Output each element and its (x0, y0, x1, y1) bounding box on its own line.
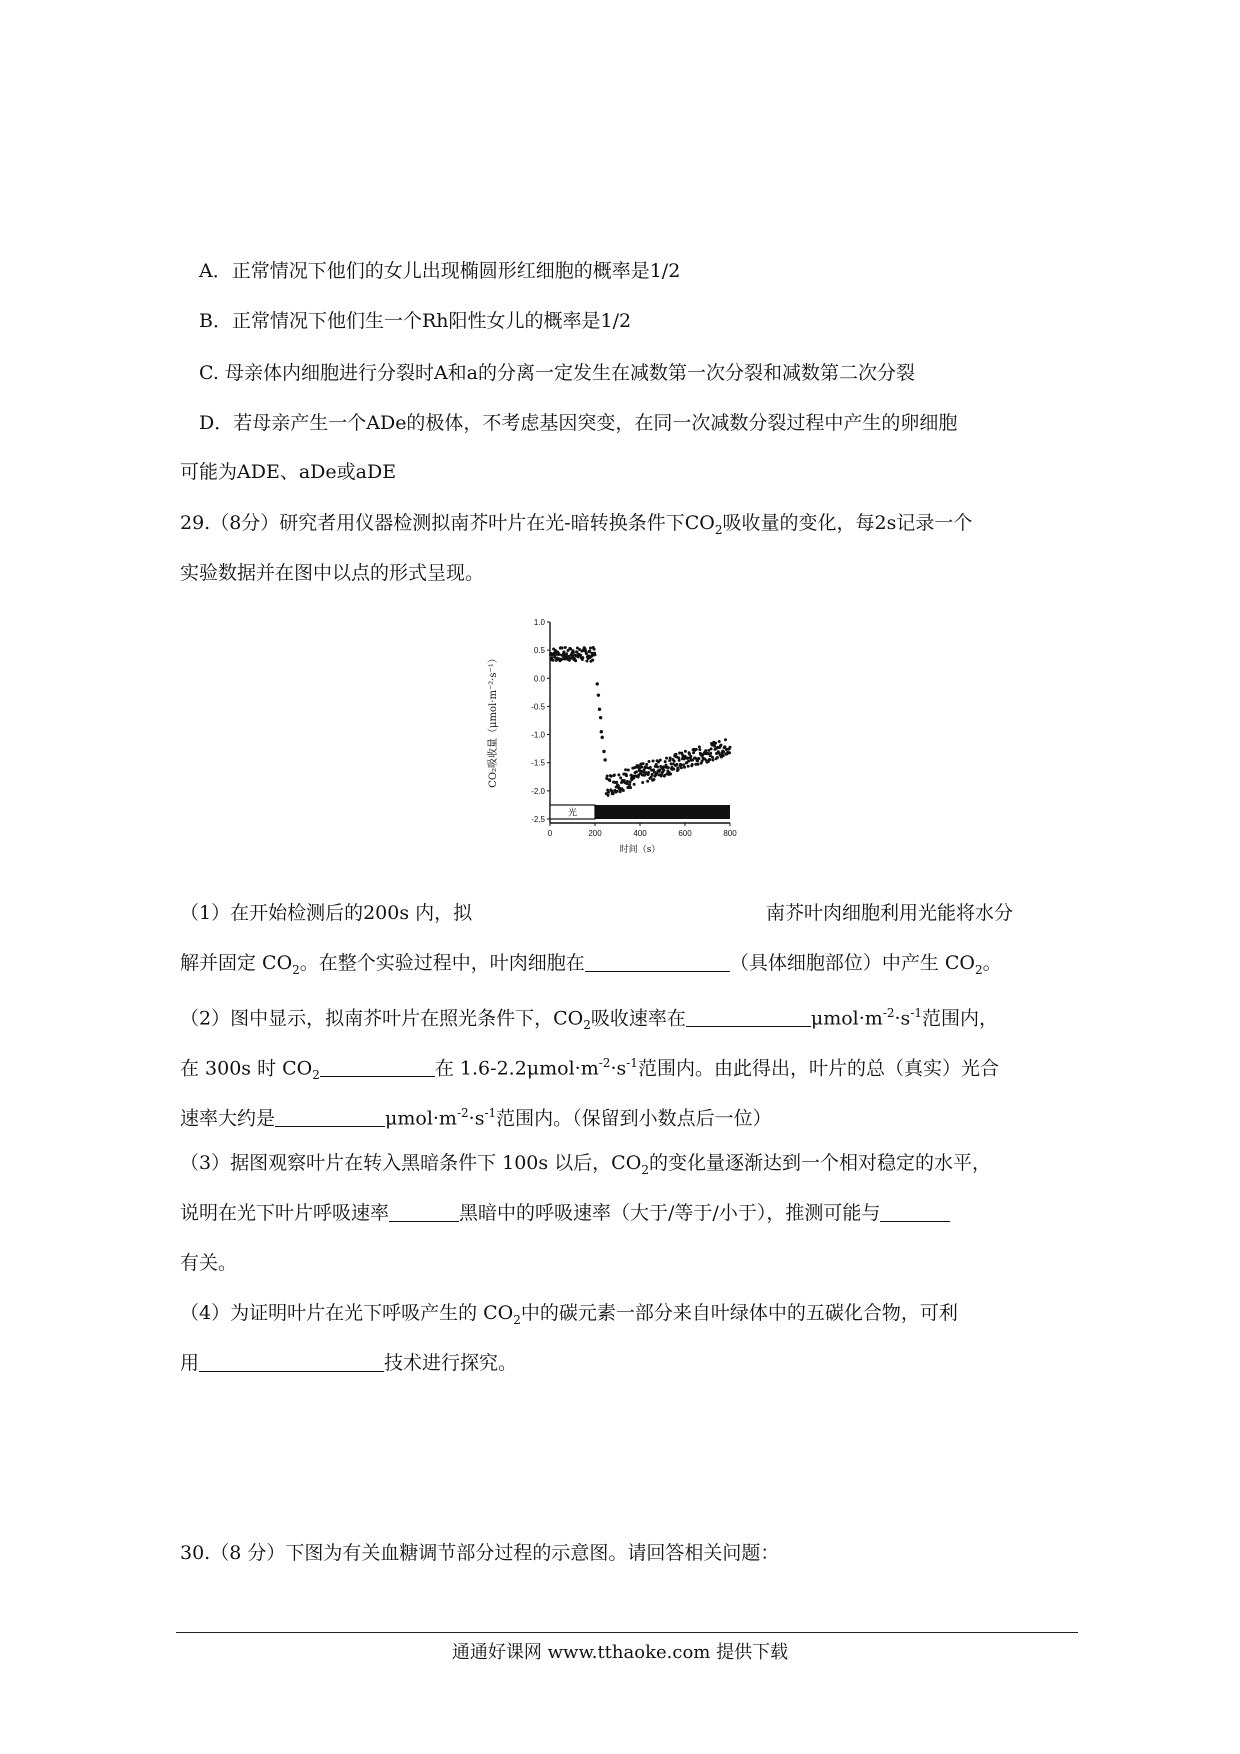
data-point (714, 742, 717, 745)
data-point (591, 659, 594, 662)
q29-part3-line2: 说明在光下叶片呼吸速率 黑暗中的呼吸速率（大于/等于/小于），推测可能与 (180, 1200, 950, 1226)
option-b: B．正常情况下他们生一个Rh阳性女儿的概率是1/2 (199, 310, 632, 332)
data-point (640, 766, 643, 769)
data-point (597, 693, 600, 696)
data-point (585, 660, 588, 663)
data-point (608, 779, 611, 782)
data-point (709, 752, 712, 755)
q30-stem: 30.（8 分）下图为有关血糖调节部分过程的示意图。请回答相关问题： (180, 1542, 780, 1564)
data-point (574, 659, 577, 662)
data-point (691, 763, 694, 766)
data-point (652, 778, 655, 781)
data-point (607, 791, 610, 794)
y-tick-label: -0.5 (531, 702, 545, 712)
q29-part1-line1: （1）在开始检测后的200s 内，拟 (180, 902, 473, 924)
y-tick-label: 0.0 (533, 674, 545, 684)
x-tick-label: 0 (547, 829, 553, 838)
data-point (677, 768, 680, 771)
data-point (668, 759, 671, 762)
y-tick-label: -1.0 (531, 730, 545, 740)
data-point (662, 769, 665, 772)
answer-blank-7[interactable] (199, 1351, 384, 1372)
data-point (589, 646, 592, 649)
data-point (687, 760, 690, 763)
data-point (718, 740, 721, 743)
data-point (665, 757, 668, 760)
data-point (664, 760, 667, 763)
data-point (669, 757, 672, 760)
data-point (652, 759, 655, 762)
data-point (581, 656, 584, 659)
data-point (722, 751, 725, 754)
data-point (641, 781, 644, 784)
data-point (659, 759, 662, 762)
y-tick-label: 0.5 (533, 646, 545, 656)
option-d-line1: D．若母亲产生一个ADe的极体，不考虑基因突变，在同一次减数分裂过程中产生的卵细胞 (199, 412, 958, 434)
data-point (649, 766, 652, 769)
data-point (596, 682, 599, 685)
data-point (594, 653, 597, 656)
q29-part4-line2: 用 技术进行探究。 (180, 1352, 518, 1374)
q29-part2-line3: 速率大约是 $\mu mol\cdot m^{-2}\cdot s^{-1}$范围内。（保留到小数点后一位） (180, 1106, 772, 1130)
data-point (603, 758, 606, 761)
data-point (619, 776, 622, 779)
data-point (602, 750, 605, 753)
data-point (675, 753, 678, 756)
data-point (646, 780, 649, 783)
q29-stem-line1: 29.（8分）研究者用仪器检测拟南芥叶片在光-暗转换条件下$CO_2$吸收量的变化，每2s记录一个 (180, 512, 973, 537)
data-point (633, 783, 636, 786)
data-point (562, 650, 565, 653)
data-point (720, 744, 723, 747)
dark-period-bar (595, 805, 730, 819)
x-axis-label: 时间（s） (619, 845, 661, 855)
data-point (722, 754, 725, 757)
y-tick-label: -2.5 (531, 815, 545, 824)
data-point (697, 757, 700, 760)
data-point (728, 751, 731, 754)
data-point (564, 646, 567, 649)
data-point (598, 708, 601, 711)
data-point (607, 794, 610, 797)
x-tick-label: 200 (588, 829, 602, 838)
data-point (642, 762, 645, 765)
data-point (616, 790, 619, 793)
data-point (613, 774, 616, 777)
footer-rule (176, 1632, 1078, 1633)
q29-part2-line2: 在 300s 时 $CO_2$ 在 $1.6-2.2\mu mol\cdot m^{-2}\cdot s^{-1}$范围内。由此得出，叶片的总（真实）光合 (180, 1056, 999, 1083)
data-point (680, 766, 683, 769)
answer-blank-6[interactable] (880, 1201, 950, 1222)
data-point (673, 760, 676, 763)
data-point (647, 771, 650, 774)
data-point (698, 745, 701, 748)
footer-text: 通通好课网 www.tthaoke.com 提供下载 (451, 1642, 789, 1663)
data-point (687, 765, 690, 768)
data-point (624, 768, 627, 771)
data-point (601, 736, 604, 739)
x-tick-label: 400 (633, 829, 647, 838)
data-point (622, 789, 625, 792)
data-point (585, 652, 588, 655)
data-point (625, 774, 628, 777)
data-point (716, 756, 719, 759)
data-point (572, 651, 575, 654)
data-point (588, 650, 591, 653)
data-point (704, 749, 707, 752)
x-tick-label: 800 (723, 829, 737, 838)
data-point (724, 745, 727, 748)
data-point (558, 653, 561, 656)
answer-blank-3[interactable] (320, 1056, 435, 1077)
q29-part2-line1: （2）图中显示，拟南芥叶片在照光条件下，$CO_2$吸收速率在 $\mu mol\cdot m^{-2}\cdot s^{-1}$范围内， (180, 1006, 999, 1033)
data-point (565, 652, 568, 655)
data-point (617, 773, 620, 776)
q29-part1-line2: 解并固定 $CO_2$。在整个实验过程中，叶肉细胞在 （具体细胞部位）中产生 $CO_2$。 (180, 952, 1002, 977)
data-point (711, 759, 714, 762)
y-tick-label: -1.5 (531, 758, 545, 768)
option-c: C. 母亲体内细胞进行分裂时A和a的分离一定发生在减数第一次分裂和减数第二次分裂 (199, 362, 915, 384)
data-point (635, 770, 638, 773)
data-point (600, 730, 603, 733)
data-point (648, 760, 651, 763)
data-point (645, 763, 648, 766)
data-point (650, 776, 653, 779)
data-point (689, 755, 692, 758)
q29-part1-line1-tail: 南芥叶肉细胞利用光能将水分 (766, 902, 1014, 924)
data-point (710, 747, 713, 750)
y-tick-label: -2.0 (531, 786, 545, 796)
data-point (626, 780, 629, 783)
data-point (612, 792, 615, 795)
data-point (724, 738, 727, 741)
option-d-line2: 可能为ADE、aDe或aDE (180, 461, 397, 483)
data-point (698, 748, 701, 751)
data-point (729, 746, 732, 749)
data-point (610, 775, 613, 778)
data-point (651, 773, 654, 776)
data-point (711, 756, 714, 759)
answer-blank-2[interactable] (686, 1006, 811, 1027)
data-point (615, 781, 618, 784)
co2-chart (478, 614, 740, 866)
data-point (628, 783, 631, 786)
data-point (708, 758, 711, 761)
data-point (679, 763, 682, 766)
data-point (561, 646, 564, 649)
data-point (706, 752, 709, 755)
data-point (672, 767, 675, 770)
co2-scatter-plot (478, 614, 740, 866)
data-point (593, 648, 596, 651)
answer-blank-1[interactable] (585, 951, 730, 972)
light-period-label: 光 (567, 808, 578, 819)
data-point (683, 766, 686, 769)
x-tick-label: 600 (678, 829, 692, 838)
data-point (697, 763, 700, 766)
data-point (629, 786, 632, 789)
data-point (658, 768, 661, 771)
option-a: A．正常情况下他们的女儿出现椭圆形红细胞的概率是1/2 (199, 260, 681, 282)
data-point (606, 775, 609, 778)
data-point (669, 772, 672, 775)
data-point (675, 763, 678, 766)
q29-stem-line2: 实验数据并在图中以点的形式呈现。 (180, 562, 485, 584)
q29-part3-line1: （3）据图观察叶片在转入黑暗条件下 100s 以后，$CO_2$的变化量逐渐达到一个相对稳定的水平， (180, 1152, 991, 1177)
data-point (695, 748, 698, 751)
data-point (684, 750, 687, 753)
data-point (656, 765, 659, 768)
y-tick-label: 1.0 (533, 618, 545, 627)
data-point (667, 766, 670, 769)
y-axis-label: CO₂吸收量（μmol·m⁻²·s⁻¹） (488, 653, 499, 788)
q29-part4-line1: （4）为证明叶片在光下呼吸产生的 $CO_2$中的碳元素一部分来自叶绿体中的五碳化合物，可利 (180, 1302, 958, 1327)
data-point (552, 659, 555, 662)
q29-part3-line3: 有关。 (180, 1252, 238, 1274)
data-point (678, 759, 681, 762)
data-point (627, 769, 630, 772)
answer-blank-5[interactable] (389, 1201, 459, 1222)
answer-blank-4[interactable] (275, 1106, 385, 1127)
data-point (599, 716, 602, 719)
